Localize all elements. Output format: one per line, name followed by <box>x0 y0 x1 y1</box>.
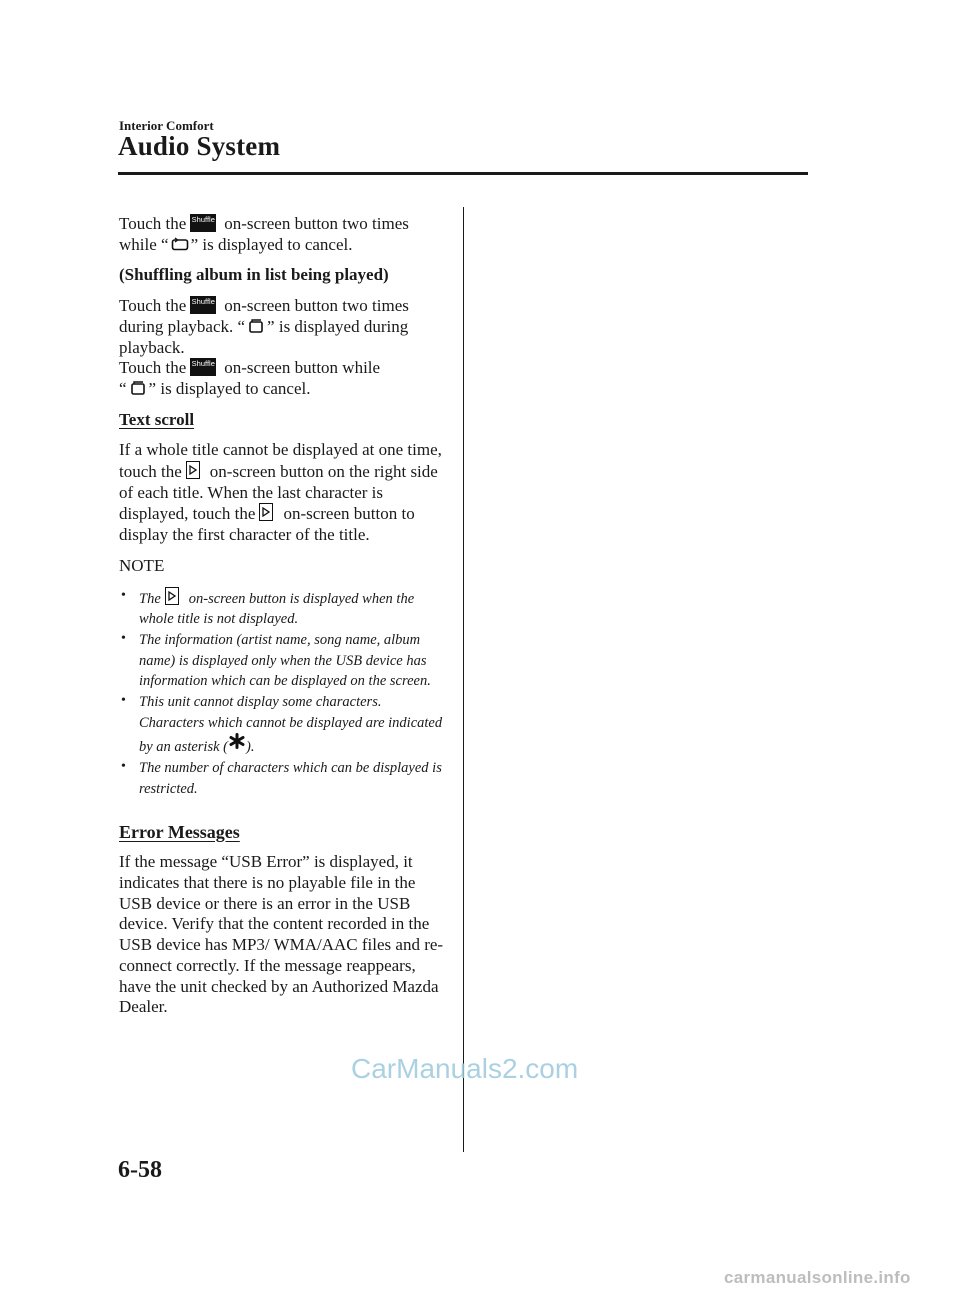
text: on-screen button is displayed when the whole title is not displayed. <box>139 590 415 628</box>
paragraph-shuffle-album <box>119 296 449 400</box>
repeat-icon <box>171 237 189 251</box>
text: ). <box>246 739 255 756</box>
chapter-title: Audio System <box>118 131 281 161</box>
text: Touch the <box>119 296 187 316</box>
text: on-screen button while <box>224 358 381 378</box>
text: on-screen button two times during playback. “ <box>119 296 409 336</box>
text: on-screen button two times while “ <box>119 214 409 254</box>
note-item <box>119 587 449 630</box>
shuffle-album-icon <box>247 319 265 333</box>
watermark: CarManuals2.com <box>351 1053 579 1084</box>
text: The <box>139 590 161 607</box>
shuffle-icon: Shuffle <box>190 214 216 232</box>
section-label: Interior Comfort <box>119 118 214 133</box>
scroll-arrow-icon <box>165 587 179 605</box>
paragraph-cancel-repeat <box>119 214 449 255</box>
text: Touch the <box>119 358 187 378</box>
scroll-arrow-icon <box>186 461 200 479</box>
subheading-shuffle-album: (Shuffling album in list being played) <box>119 265 389 285</box>
text: ” is displayed during playback. <box>119 316 409 357</box>
header-rule <box>118 172 808 175</box>
column-divider <box>463 207 464 1152</box>
heading-text-scroll: Text scroll <box>119 409 195 429</box>
text: This unit cannot display some characters. Characters which cannot be displayed are indicated by an asterisk ( <box>139 694 443 756</box>
page-number: 6-58 <box>118 1157 162 1183</box>
left-column <box>119 214 449 1028</box>
scroll-arrow-icon <box>259 503 273 521</box>
shuffle-icon: Shuffle <box>190 296 216 314</box>
note-item: • The information (artist name, song name, album name) is displayed only when the USB device has information which can be displayed on the screen. <box>119 630 449 692</box>
text: ” is displayed to cancel. <box>148 378 311 398</box>
text: ” is displayed to cancel. <box>190 234 353 254</box>
note-title: NOTE <box>119 555 165 575</box>
shuffle-album-icon <box>129 381 147 395</box>
note-list <box>119 587 449 800</box>
note-item <box>119 692 449 758</box>
shuffle-icon: Shuffle <box>190 358 216 376</box>
heading-error-messages: Error Messages <box>119 821 240 842</box>
note-item: • The number of characters which can be displayed is restricted. <box>119 758 449 799</box>
paragraph-text-scroll <box>119 440 449 546</box>
text: “ <box>119 378 127 398</box>
text: Touch the <box>119 214 187 233</box>
text: on-screen button to display the first character of the title. <box>119 504 415 545</box>
text: on-screen button on the right side of each title. When the last character is displayed, touch the <box>119 462 438 524</box>
text: If a whole title cannot be displayed at one time, touch the <box>119 440 442 482</box>
footer-site-watermark: carmanualsonline.info <box>724 1268 911 1287</box>
asterisk-icon <box>229 733 245 749</box>
paragraph-error-messages: If the message “USB Error” is displayed, it indicates that there is no playable file in the USB device or there is an error in the USB device. Verify that the content recorded in the USB device has MP3/ WMA/AAC files and re-connect correctly. If the message reappears, have the unit checked by an Authorized Mazda Dealer. <box>119 852 444 1017</box>
